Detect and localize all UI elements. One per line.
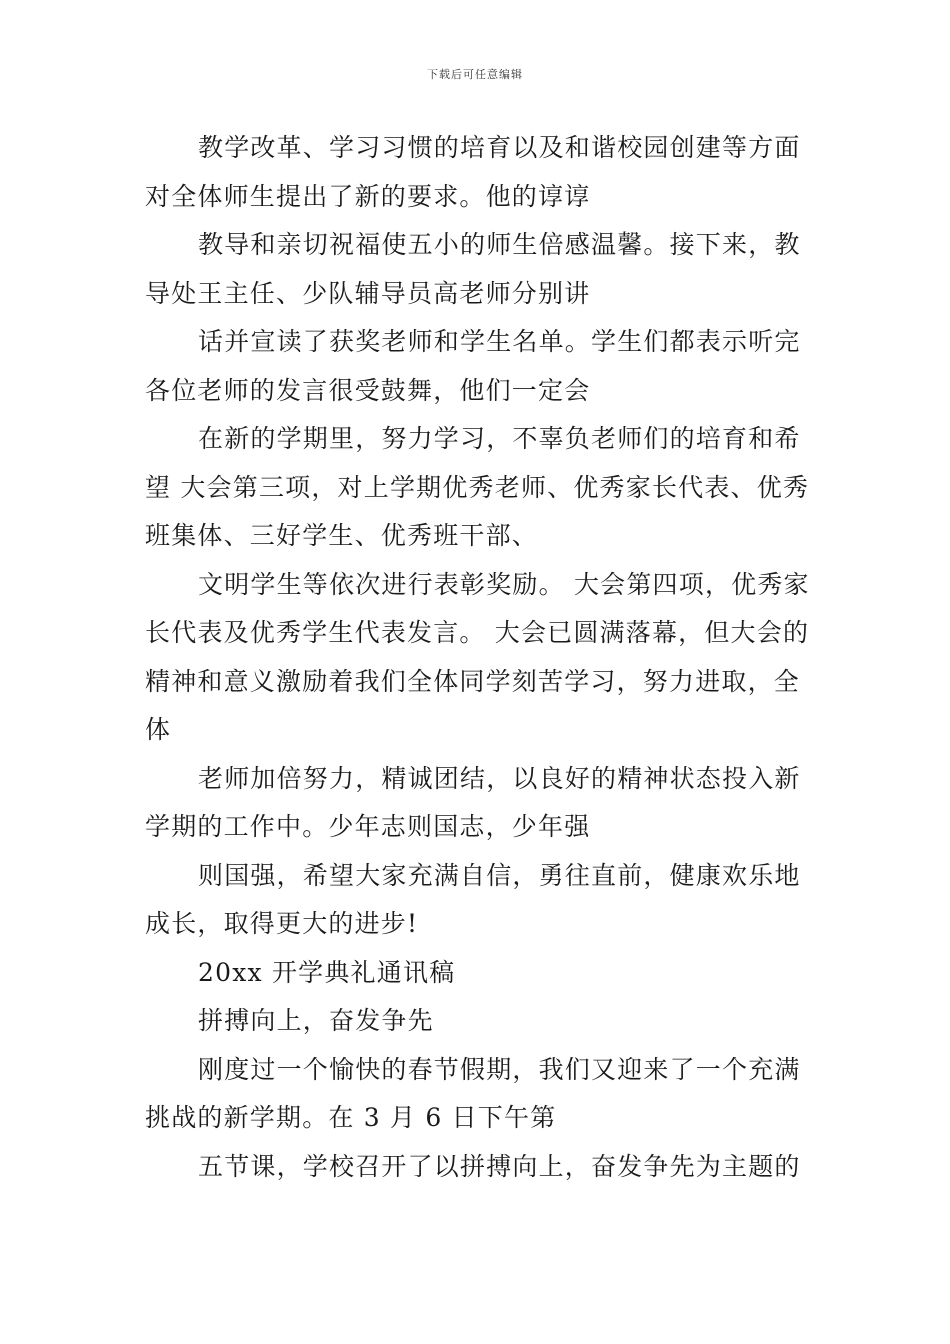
text-line: 文明学生等依次进行表彰奖励。 大会第四项，优秀家 [198, 569, 810, 599]
article-title: 20xx 开学典礼通讯稿 [198, 957, 456, 987]
text-line: 望 大会第三项，对上学期优秀老师、优秀家长代表、优秀 [145, 472, 810, 502]
text-line: 班集体、三好学生、优秀班干部、 [145, 521, 539, 550]
page-header: 下载后可任意编辑 [427, 68, 523, 81]
document-body [145, 124, 810, 1191]
text-line: 体 [145, 715, 172, 744]
text-line: 对全体师生提出了新的要求。他的谆谆 [145, 181, 591, 211]
text-line: 则国强，希望大家充满自信，勇往直前，健康欢乐地 [198, 860, 801, 890]
text-line: 话并宣读了获奖老师和学生名单。学生们都表示听完 [198, 327, 801, 356]
text-line: 长代表及优秀学生代表发言。 大会已圆满落幕，但大会的 [145, 618, 810, 647]
text-line: 五节课，学校召开了以拼搏向上，奋发争先为主题的 [198, 1151, 801, 1181]
text-line: 教学改革、学习习惯的培育以及和谐校园创建等方面 [198, 133, 801, 162]
text-line: 挑战的新学期。在 3 月 6 日下午第 [145, 1103, 557, 1132]
text-line: 在新的学期里，努力学习，不辜负老师们的培育和希 [198, 424, 801, 453]
text-line: 导处王主任、少队辅导员高老师分别讲 [145, 278, 591, 308]
text-line: 老师加倍努力，精诚团结，以良好的精神状态投入新 [198, 763, 801, 793]
text-line: 教导和亲切祝福使五小的师生倍感温馨。接下来，教 [198, 230, 801, 259]
article-subtitle: 拼搏向上，奋发争先 [198, 1006, 434, 1035]
text-line: 刚度过一个愉快的春节假期，我们又迎来了一个充满 [198, 1054, 801, 1084]
text-line: 各位老师的发言很受鼓舞，他们一定会 [145, 375, 591, 405]
text-line: 精神和意义激励着我们全体同学刻苦学习，努力进取，全 [145, 666, 801, 696]
text-line: 学期的工作中。少年志则国志，少年强 [145, 812, 591, 841]
text-line: 成长，取得更大的进步! [145, 909, 419, 938]
